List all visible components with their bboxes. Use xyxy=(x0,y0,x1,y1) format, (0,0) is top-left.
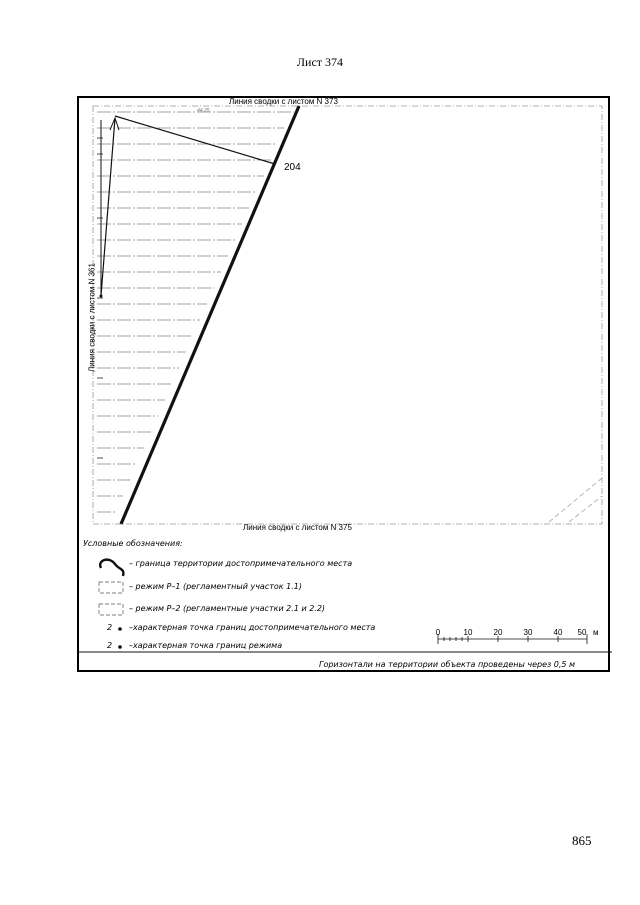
regime-p2-icon xyxy=(99,604,123,615)
regime-line-top xyxy=(115,116,275,164)
legend-point-number: 2 xyxy=(107,623,113,632)
contour-label: 44.25 xyxy=(197,108,210,114)
legend-item-point-regime: –характерная точка границ режима xyxy=(129,641,283,650)
footnote: Горизонтали на территории объекта проведены через 0,5 м xyxy=(319,660,576,669)
page-number: 865 xyxy=(572,833,592,848)
match-line-left-label: Линия сводки с листом N 361 xyxy=(87,263,97,372)
contour-lines xyxy=(97,112,294,512)
legend-item-regime-p1: – режим Р–1 (регламентный участок 1.1) xyxy=(129,582,302,591)
match-line-top-label: Линия сводки с листом N 373 xyxy=(229,97,338,106)
legend-point-number: 2 xyxy=(107,641,113,650)
point-marker xyxy=(100,295,103,298)
point-label: 204 xyxy=(284,162,301,173)
boundary-diagonal xyxy=(121,106,299,524)
scale-label: 30 xyxy=(523,628,533,637)
point-icon xyxy=(118,627,122,631)
legend-heading: Условные обозначения: xyxy=(83,539,183,548)
legend-item-regime-p2: – режим Р–2 (регламентные участки 2.1 и 2.2) xyxy=(129,604,326,613)
corner-dashes xyxy=(549,478,602,522)
legend-item-point-place: –характерная точка границ достопримечательного места xyxy=(129,623,376,632)
sheet-title: Лист 374 xyxy=(296,55,344,69)
regime-p1-icon xyxy=(99,582,123,593)
scale-label: 0 xyxy=(435,628,441,637)
regime-line-left xyxy=(101,118,115,296)
scale-label: 20 xyxy=(493,628,503,637)
scale-label: 10 xyxy=(463,628,473,637)
boundary-icon xyxy=(100,560,123,576)
scale-unit: м xyxy=(593,628,599,637)
map-inner-border xyxy=(93,106,602,524)
scale-label: 40 xyxy=(553,628,563,637)
left-ticks xyxy=(97,138,103,458)
map-frame xyxy=(77,96,610,672)
scale-bar xyxy=(438,634,587,644)
point-icon xyxy=(118,645,122,649)
match-line-bottom-label: Линия сводки с листом N 375 xyxy=(243,523,352,532)
scale-label: 50 xyxy=(577,628,587,637)
legend-item-boundary: – граница территории достопримечательного места xyxy=(129,559,353,568)
